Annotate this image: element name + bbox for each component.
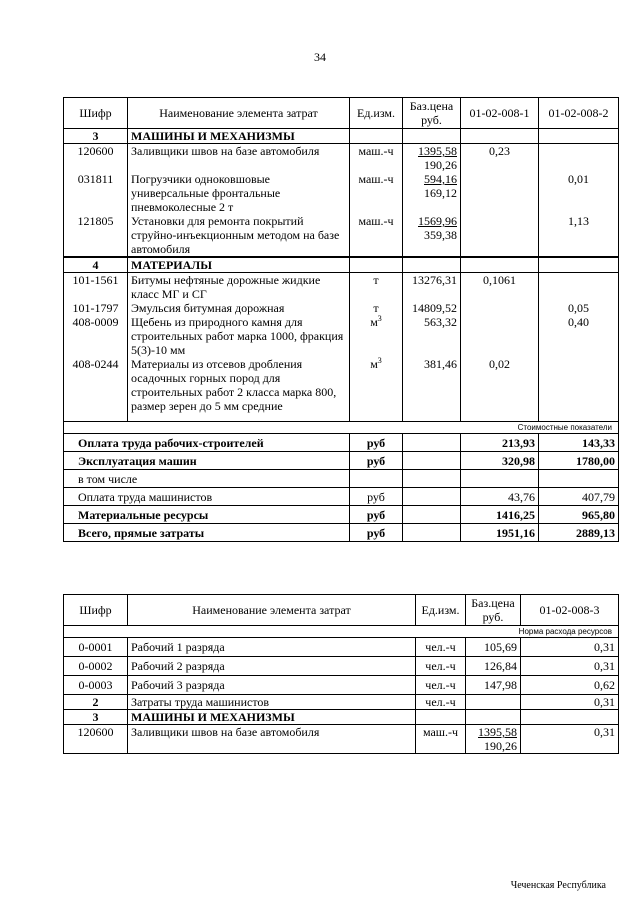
empty-cell bbox=[128, 413, 350, 422]
table-row bbox=[64, 657, 619, 676]
table-row bbox=[64, 357, 619, 413]
summary-value-1: 320,98 bbox=[461, 452, 539, 470]
empty-cell bbox=[64, 413, 128, 422]
header-code: Шифр bbox=[64, 595, 128, 626]
summary-label: Материальные ресурсы bbox=[64, 506, 350, 524]
summary-label: Всего, прямые затраты bbox=[64, 524, 350, 542]
footer-region: Чеченская Республика bbox=[510, 880, 606, 891]
empty-cell bbox=[403, 488, 461, 506]
unit-text: м bbox=[370, 315, 378, 329]
table-row bbox=[64, 214, 619, 257]
row-unit: чел.-ч bbox=[416, 638, 466, 657]
resource-note: Норма расхода ресурсов bbox=[64, 626, 619, 638]
unit-superscript: 3 bbox=[377, 356, 382, 365]
price-secondary: 359,38 bbox=[424, 228, 457, 242]
row-value-1: 0,23 bbox=[461, 144, 539, 173]
summary-value-2: 407,79 bbox=[539, 488, 619, 506]
unit-text: т bbox=[373, 273, 379, 287]
row-unit bbox=[350, 315, 403, 357]
summary-unit: руб bbox=[350, 434, 403, 452]
summary-row bbox=[64, 488, 619, 506]
summary-row bbox=[64, 506, 619, 524]
row-price bbox=[403, 214, 461, 257]
price-secondary: 190,26 bbox=[424, 158, 457, 172]
row-name: Установки для ремонта покрытий струйно-инъекционным методом на базе автомобиля bbox=[128, 214, 350, 257]
table-header-row bbox=[64, 595, 619, 626]
row-code: 031811 bbox=[64, 172, 128, 214]
section-title: МАТЕРИАЛЫ bbox=[128, 257, 350, 273]
summary-unit: руб bbox=[350, 524, 403, 542]
section-code: 4 bbox=[64, 257, 128, 273]
row-unit bbox=[350, 357, 403, 413]
summary-unit: руб bbox=[350, 488, 403, 506]
empty-cell bbox=[539, 257, 619, 273]
row-code: 408-0009 bbox=[64, 315, 128, 357]
row-price bbox=[466, 695, 521, 710]
table-header-row bbox=[64, 98, 619, 129]
summary-value-2: 1780,00 bbox=[539, 452, 619, 470]
row-unit bbox=[350, 172, 403, 214]
row-code: 120600 bbox=[64, 144, 128, 173]
price-secondary: 169,12 bbox=[424, 186, 457, 200]
row-price bbox=[403, 273, 461, 302]
summary-row bbox=[64, 434, 619, 452]
row-unit: чел.-ч bbox=[416, 676, 466, 695]
row-value-2 bbox=[539, 357, 619, 413]
empty-cell bbox=[539, 129, 619, 144]
price-value: 563,32 bbox=[424, 315, 457, 329]
empty-cell bbox=[403, 434, 461, 452]
row-code: 408-0244 bbox=[64, 357, 128, 413]
row-unit: чел.-ч bbox=[416, 695, 466, 710]
empty-cell bbox=[403, 413, 461, 422]
summary-label: Оплата труда машинистов bbox=[64, 488, 350, 506]
row-price: 105,69 bbox=[466, 638, 521, 657]
header-col-3: 01-02-008-3 bbox=[521, 595, 619, 626]
row-price bbox=[403, 172, 461, 214]
row-value-1 bbox=[461, 301, 539, 315]
table-row bbox=[64, 301, 619, 315]
empty-cell bbox=[403, 506, 461, 524]
empty-cell bbox=[461, 413, 539, 422]
empty-cell bbox=[350, 413, 403, 422]
header-price: Баз.цена руб. bbox=[466, 595, 521, 626]
row-code: 120600 bbox=[64, 725, 128, 754]
empty-cell bbox=[403, 524, 461, 542]
summary-row bbox=[64, 452, 619, 470]
price-secondary: 190,26 bbox=[484, 739, 517, 753]
table-row bbox=[64, 172, 619, 214]
row-unit bbox=[350, 273, 403, 302]
row-price: 147,98 bbox=[466, 676, 521, 695]
header-name: Наименование элемента затрат bbox=[128, 595, 416, 626]
header-price: Баз.цена руб. bbox=[403, 98, 461, 129]
row-value-1 bbox=[461, 214, 539, 257]
header-name: Наименование элемента затрат bbox=[128, 98, 350, 129]
price-value: 594,16 bbox=[424, 172, 457, 186]
section-code: 3 bbox=[64, 710, 128, 725]
header-unit: Ед.изм. bbox=[350, 98, 403, 129]
header-col-2: 01-02-008-2 bbox=[539, 98, 619, 129]
row-name: Битумы нефтяные дорожные жидкие класс МГ и СГ bbox=[128, 273, 350, 302]
empty-cell bbox=[403, 129, 461, 144]
unit-superscript: 3 bbox=[377, 314, 382, 323]
table-row bbox=[64, 144, 619, 173]
price-value: 381,46 bbox=[424, 357, 457, 371]
row-value-2: 0,40 bbox=[539, 315, 619, 357]
cost-table-1 bbox=[63, 97, 619, 542]
row-name: Рабочий 3 разряда bbox=[128, 676, 416, 695]
row-value-1: 0,02 bbox=[461, 357, 539, 413]
row-name: Щебень из природного камня для строительных работ марка 1000, фракция 5(3)-10 мм bbox=[128, 315, 350, 357]
row-code: 0-0001 bbox=[64, 638, 128, 657]
row-value: 0,31 bbox=[521, 695, 619, 710]
cost-table-2 bbox=[63, 594, 619, 754]
row-name: Заливщики швов на базе автомобиля bbox=[128, 144, 350, 173]
table-row bbox=[64, 315, 619, 357]
row-code: 0-0002 bbox=[64, 657, 128, 676]
row-unit: чел.-ч bbox=[416, 657, 466, 676]
section-row bbox=[64, 257, 619, 273]
section-code: 3 bbox=[64, 129, 128, 144]
table-row bbox=[64, 273, 619, 302]
row-value: 0,31 bbox=[521, 657, 619, 676]
row-name: Эмульсия битумная дорожная bbox=[128, 301, 350, 315]
section-row bbox=[64, 710, 619, 725]
section-title: МАШИНЫ И МЕХАНИЗМЫ bbox=[128, 710, 416, 725]
empty-cell bbox=[403, 470, 461, 488]
price-value: 1395,58 bbox=[478, 725, 517, 739]
table-row bbox=[64, 725, 619, 754]
row-unit: маш.-ч bbox=[416, 725, 466, 754]
header-unit: Ед.изм. bbox=[416, 595, 466, 626]
header-col-1: 01-02-008-1 bbox=[461, 98, 539, 129]
section-row bbox=[64, 129, 619, 144]
empty-cell bbox=[461, 129, 539, 144]
row-value: 0,31 bbox=[521, 725, 619, 754]
cost-note: Стоимостные показатели bbox=[64, 422, 619, 434]
unit-text: маш.-ч bbox=[358, 172, 394, 186]
row-price bbox=[403, 357, 461, 413]
summary-unit bbox=[350, 470, 403, 488]
empty-cell bbox=[539, 413, 619, 422]
table-row bbox=[64, 638, 619, 657]
unit-text: маш.-ч bbox=[358, 214, 394, 228]
row-value-1 bbox=[461, 172, 539, 214]
row-name: Материалы из отсевов дробления осадочных горных пород для строительных работ 2 класса марка 800, размер зерен до 5 мм средние bbox=[128, 357, 350, 413]
unit-text: м bbox=[370, 357, 378, 371]
section-title: МАШИНЫ И МЕХАНИЗМЫ bbox=[128, 129, 350, 144]
summary-unit: руб bbox=[350, 452, 403, 470]
row-name: Погрузчики одноковшовые универсальные фронтальные пневмоколесные 2 т bbox=[128, 172, 350, 214]
page-number: 34 bbox=[314, 50, 326, 64]
summary-label: Эксплуатация машин bbox=[64, 452, 350, 470]
summary-row bbox=[64, 470, 619, 488]
spacer-row bbox=[64, 413, 619, 422]
row-value-2: 0,01 bbox=[539, 172, 619, 214]
row-code: 2 bbox=[64, 695, 128, 710]
summary-value-2: 965,80 bbox=[539, 506, 619, 524]
row-value-2 bbox=[539, 144, 619, 173]
summary-value-2 bbox=[539, 470, 619, 488]
summary-value-1 bbox=[461, 470, 539, 488]
row-price bbox=[403, 315, 461, 357]
row-code: 121805 bbox=[64, 214, 128, 257]
table-row bbox=[64, 695, 619, 710]
row-price bbox=[466, 725, 521, 754]
price-value: 1569,96 bbox=[418, 214, 457, 228]
table-row bbox=[64, 676, 619, 695]
row-name: Рабочий 1 разряда bbox=[128, 638, 416, 657]
row-price: 126,84 bbox=[466, 657, 521, 676]
row-value-1: 0,1061 bbox=[461, 273, 539, 302]
empty-cell bbox=[403, 257, 461, 273]
summary-value-2: 143,33 bbox=[539, 434, 619, 452]
price-value: 14809,52 bbox=[412, 301, 457, 315]
row-unit bbox=[350, 214, 403, 257]
price-value: 1395,58 bbox=[418, 144, 457, 158]
price-value: 13276,31 bbox=[412, 273, 457, 287]
row-price bbox=[403, 144, 461, 173]
summary-label: Оплата труда рабочих-строителей bbox=[64, 434, 350, 452]
row-name: Рабочий 2 разряда bbox=[128, 657, 416, 676]
row-code: 0-0003 bbox=[64, 676, 128, 695]
row-value: 0,62 bbox=[521, 676, 619, 695]
header-code: Шифр bbox=[64, 98, 128, 129]
summary-value-1: 1416,25 bbox=[461, 506, 539, 524]
summary-row bbox=[64, 524, 619, 542]
row-unit bbox=[350, 301, 403, 315]
note-row bbox=[64, 626, 619, 638]
row-value-2 bbox=[539, 273, 619, 302]
empty-cell bbox=[403, 452, 461, 470]
empty-cell bbox=[350, 129, 403, 144]
row-code: 101-1561 bbox=[64, 273, 128, 302]
summary-value-1: 1951,16 bbox=[461, 524, 539, 542]
summary-unit: руб bbox=[350, 506, 403, 524]
row-value-1 bbox=[461, 315, 539, 357]
summary-value-1: 213,93 bbox=[461, 434, 539, 452]
row-price bbox=[403, 301, 461, 315]
summary-value-1: 43,76 bbox=[461, 488, 539, 506]
row-value: 0,31 bbox=[521, 638, 619, 657]
row-name: Затраты труда машинистов bbox=[128, 695, 416, 710]
row-unit bbox=[350, 144, 403, 173]
empty-cell bbox=[461, 257, 539, 273]
empty-cell bbox=[350, 257, 403, 273]
row-code: 101-1797 bbox=[64, 301, 128, 315]
row-value-2: 1,13 bbox=[539, 214, 619, 257]
summary-label: в том числе bbox=[64, 470, 350, 488]
note-row bbox=[64, 422, 619, 434]
row-value-2: 0,05 bbox=[539, 301, 619, 315]
summary-value-2: 2889,13 bbox=[539, 524, 619, 542]
unit-text: маш.-ч bbox=[358, 144, 394, 158]
unit-text: т bbox=[373, 301, 379, 315]
row-name: Заливщики швов на базе автомобиля bbox=[128, 725, 416, 754]
